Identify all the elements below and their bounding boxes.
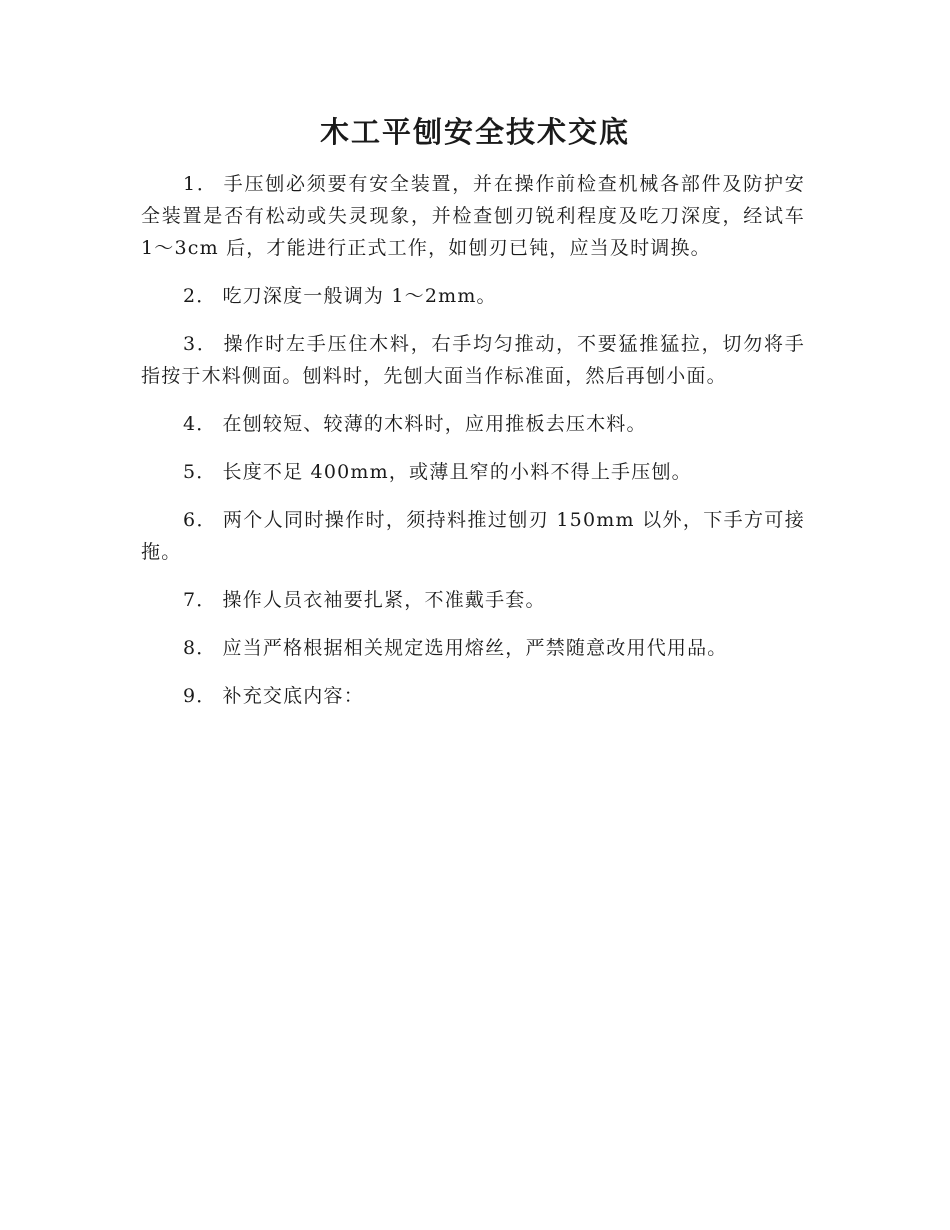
document-title: 木工平刨安全技术交底 [319,115,630,149]
list-item [141,680,805,712]
item-number: 3． [183,333,218,355]
list-item [141,584,805,616]
item-number: 7． [183,589,217,611]
list-item [141,456,805,488]
list-item [141,168,805,264]
item-number: 9． [183,685,217,707]
item-text: 在刨较短、较薄的木料时，应用推板去压木料。 [222,413,647,435]
document-body [141,168,805,728]
list-item [141,280,805,312]
item-text: 补充交底内容： [222,685,364,707]
list-item [141,408,805,440]
item-text: 吃刀深度一般调为 1～2mm。 [222,285,497,307]
item-text: 应当严格根据相关规定选用熔丝，严禁随意改用代用品。 [222,637,728,659]
item-text: 两个人同时操作时，须持料推过刨刃 150mm 以外，下手方可接拖。 [141,509,805,563]
item-number: 5． [183,461,217,483]
item-text: 操作人员衣袖要扎紧，不准戴手套。 [222,589,546,611]
list-item [141,328,805,392]
item-text: 手压刨必须要有安全装置，并在操作前检查机械各部件及防护安全装置是否有松动或失灵现象，并检查刨刃锐利程度及吃刀深度，经试车 1～3cm 后，才能进行正式工作，如刨刃已钝，应当及时调换。 [141,173,805,259]
item-text: 操作时左手压住木料，右手均匀推动，不要猛推猛拉，切勿将手指按于木料侧面。刨料时，先刨大面当作标准面，然后再刨小面。 [141,333,805,387]
item-number: 6． [183,509,217,531]
list-item [141,632,805,664]
item-text: 长度不足 400mm，或薄且窄的小料不得上手压刨。 [222,461,692,483]
item-number: 8． [183,637,217,659]
item-number: 4． [183,413,217,435]
list-item [141,504,805,568]
item-number: 2． [183,285,217,307]
item-number: 1． [183,173,218,195]
